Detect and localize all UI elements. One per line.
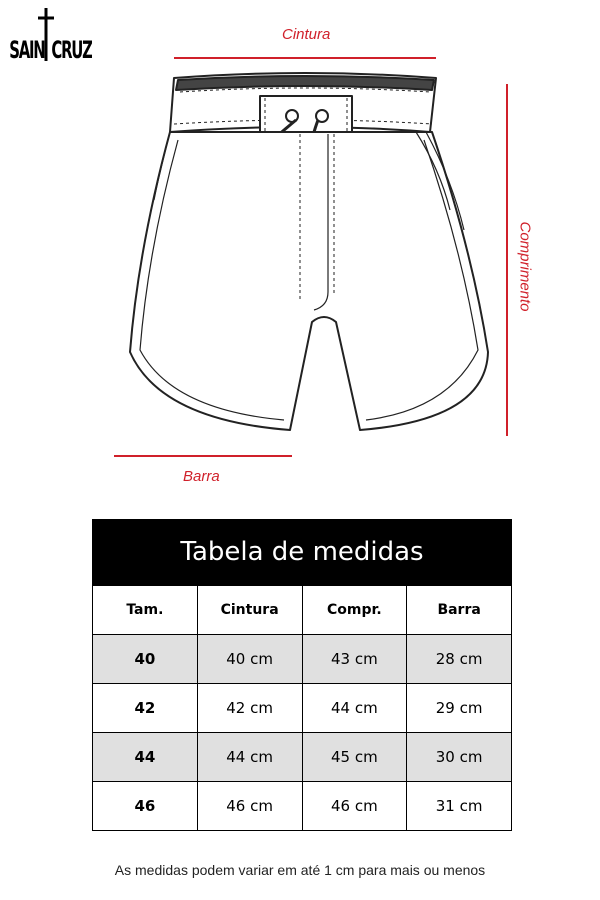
hem-measure-line (114, 455, 292, 457)
header-length: Compr. (302, 586, 407, 635)
cell-hem: 29 cm (407, 684, 512, 733)
table-row (93, 684, 512, 733)
size-table (92, 519, 512, 831)
waist-measure-line (174, 57, 436, 59)
length-measure-line (506, 84, 508, 436)
cell-size: 44 (93, 733, 198, 782)
waist-label: Cintura (282, 26, 331, 43)
cell-length: 44 cm (302, 684, 407, 733)
length-label: Comprimento (516, 221, 534, 312)
table-row (93, 782, 512, 831)
cell-waist: 46 cm (197, 782, 302, 831)
cell-length: 46 cm (302, 782, 407, 831)
footnote: As medidas podem variar em até 1 cm para mais ou menos (114, 862, 486, 878)
table-row (93, 635, 512, 684)
table-row (93, 733, 512, 782)
table-header-row (93, 586, 512, 635)
shorts-illustration (100, 60, 500, 440)
cell-hem: 31 cm (407, 782, 512, 831)
size-table-grid (92, 585, 512, 831)
header-waist: Cintura (197, 586, 302, 635)
brand-logo (8, 6, 92, 64)
cell-waist: 42 cm (197, 684, 302, 733)
cell-waist: 44 cm (197, 733, 302, 782)
cell-waist: 40 cm (197, 635, 302, 684)
cell-size: 40 (93, 635, 198, 684)
cell-size: 46 (93, 782, 198, 831)
logo-left-text: SAIN (9, 35, 45, 64)
header-hem: Barra (407, 586, 512, 635)
cell-length: 43 cm (302, 635, 407, 684)
cell-hem: 30 cm (407, 733, 512, 782)
cell-length: 45 cm (302, 733, 407, 782)
table-title: Tabela de medidas (92, 519, 512, 585)
header-size: Tam. (93, 586, 198, 635)
hem-label: Barra (183, 468, 220, 485)
cell-size: 42 (93, 684, 198, 733)
logo-right-text: CRUZ (51, 35, 92, 64)
cell-hem: 28 cm (407, 635, 512, 684)
